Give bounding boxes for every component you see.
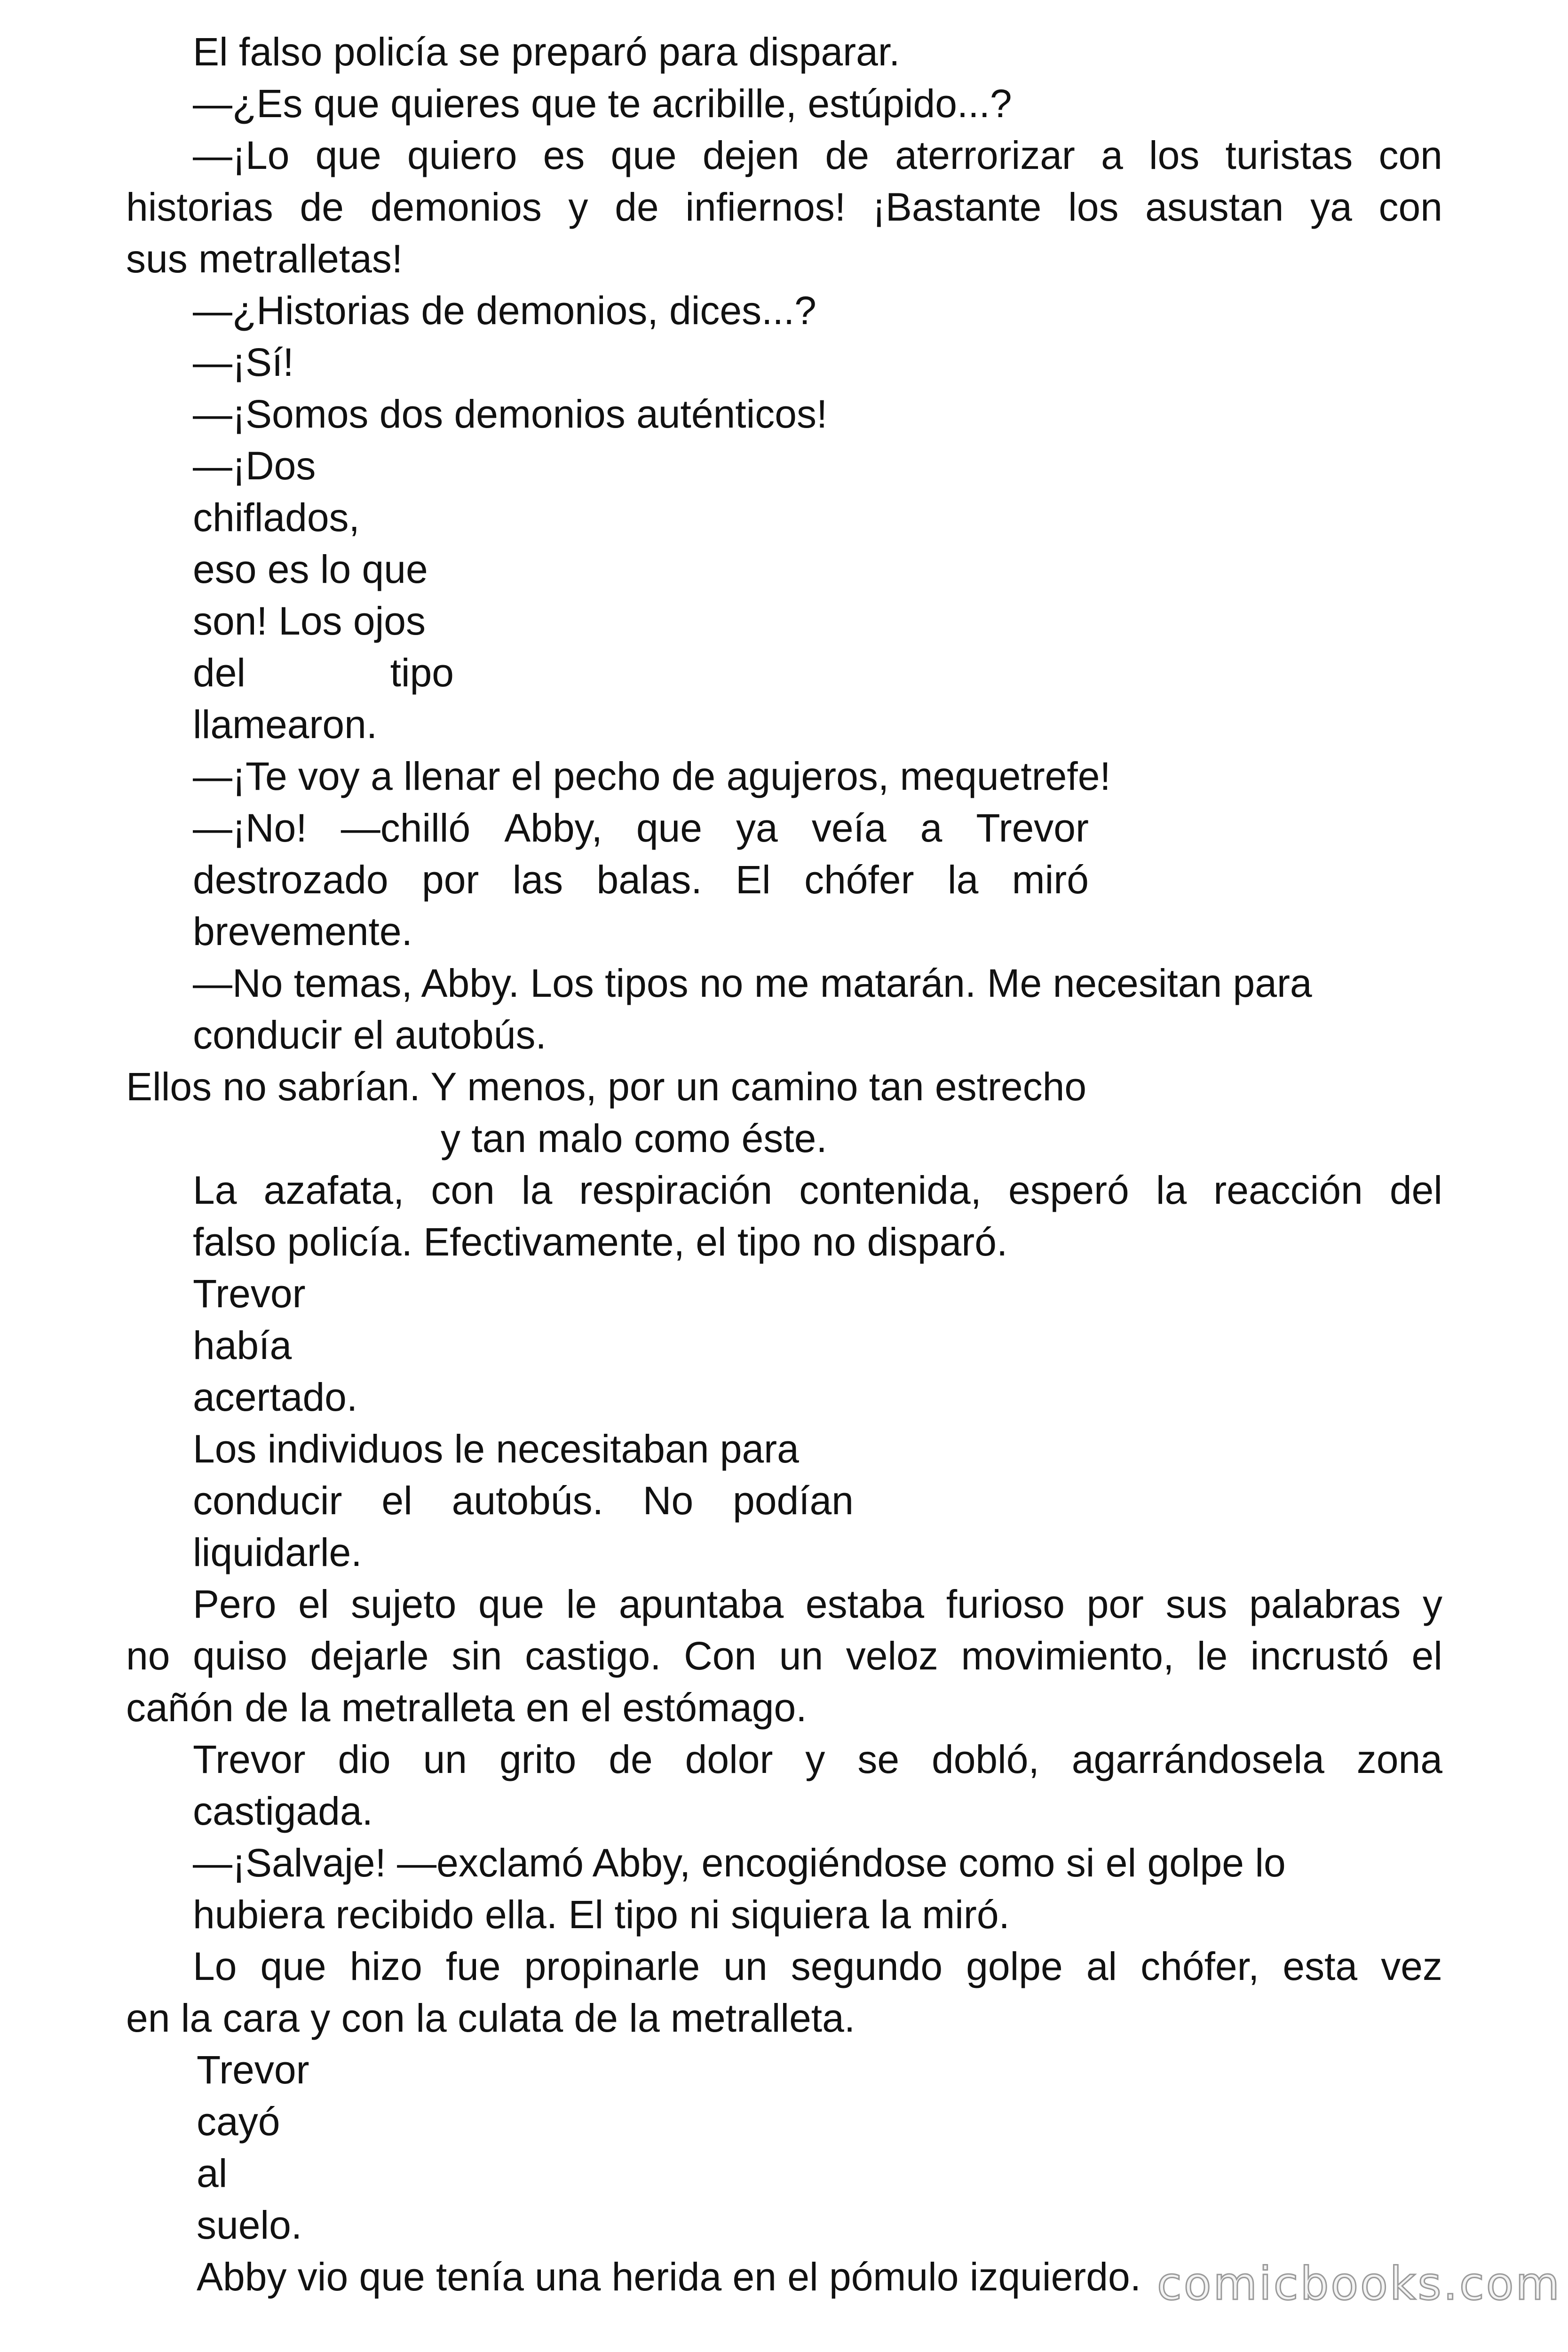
word: de — [615, 185, 659, 229]
text-line — [193, 802, 1089, 854]
text-line — [193, 1578, 1442, 1630]
word: sus — [1165, 1582, 1227, 1626]
word: historias — [126, 185, 273, 229]
word: sujeto — [351, 1582, 457, 1626]
text-line — [193, 1733, 1442, 1785]
word: agarrándosela — [1071, 1737, 1324, 1781]
text-line: eso es lo que — [193, 547, 428, 591]
word: podían — [733, 1478, 854, 1523]
text-line: Ellos no sabrían. Y menos, por un camino tan estrecho — [126, 1065, 1087, 1109]
text-line: —No temas, Abby. Los tipos no me matarán. Me necesitan para — [193, 961, 1312, 1005]
text-line: El falso policía se preparó para disparar. — [193, 30, 900, 74]
word: dolor — [685, 1737, 773, 1781]
word: demonios — [370, 185, 542, 229]
word: que — [636, 806, 702, 850]
word: vez — [1381, 1944, 1442, 1988]
word: dio — [338, 1737, 391, 1781]
word: balas. — [596, 858, 702, 902]
word: del — [1389, 1168, 1442, 1212]
word: es — [543, 133, 585, 177]
word: por — [1086, 1582, 1144, 1626]
text-line: —¡Dos — [193, 444, 316, 488]
word: que — [478, 1582, 545, 1626]
text-line — [126, 181, 1442, 233]
word: de — [300, 185, 344, 229]
text-line: cañón de la metralleta en el estómago. — [126, 1685, 807, 1730]
word: quiero — [407, 133, 517, 177]
word: estaba — [805, 1582, 925, 1626]
word: que — [260, 1944, 326, 1988]
text-line: liquidarle. — [193, 1530, 362, 1574]
text-line: Trevor — [193, 1271, 306, 1316]
word: veía — [811, 806, 887, 850]
word: conducir — [193, 1478, 342, 1523]
word: el — [1411, 1634, 1442, 1678]
text-line — [193, 854, 1089, 906]
word: contenida, — [799, 1168, 982, 1212]
text-line: son! Los ojos — [193, 599, 426, 643]
word: segundo — [791, 1944, 943, 1988]
word: asustan — [1145, 185, 1284, 229]
word: Lo — [193, 1944, 237, 1988]
word: destrozado — [193, 858, 388, 902]
word: miró — [1012, 858, 1089, 902]
word: quiso — [193, 1634, 287, 1678]
word: aterrorizar — [895, 133, 1075, 177]
word: le — [1196, 1634, 1228, 1678]
word: veloz — [846, 1634, 938, 1678]
word: el — [298, 1582, 329, 1626]
word: que — [610, 133, 677, 177]
text-line: había — [193, 1323, 292, 1367]
word: y — [805, 1737, 825, 1781]
word: ¡Bastante — [872, 185, 1042, 229]
text-line: Los individuos le necesitaban para — [193, 1427, 799, 1471]
text-line: hubiera recibido ella. El tipo ni siquiera la miró. — [193, 1892, 1010, 1937]
word: infiernos! — [685, 185, 846, 229]
word: —¡Lo — [193, 133, 290, 177]
word: los — [1068, 185, 1119, 229]
word: incrustó — [1250, 1634, 1389, 1678]
text-line — [126, 1630, 1442, 1682]
word: fue — [445, 1944, 501, 1988]
word: El — [736, 858, 771, 902]
text-line — [193, 129, 1442, 181]
text-line: llamearon. — [193, 702, 378, 747]
word: golpe — [966, 1944, 1063, 1988]
word: furioso — [946, 1582, 1065, 1626]
text-line: —¡Somos dos demonios auténticos! — [193, 392, 828, 436]
word: No — [642, 1478, 694, 1523]
word: por — [421, 858, 479, 902]
word: chófer, — [1140, 1944, 1259, 1988]
word: azafata, — [263, 1168, 404, 1212]
text-line: —¿Historias de demonios, dices...? — [193, 288, 816, 333]
word: turistas — [1225, 133, 1353, 177]
word: dejarle — [310, 1634, 429, 1678]
word: se — [857, 1737, 900, 1781]
word: respiración — [579, 1168, 773, 1212]
word: —chilló — [341, 806, 471, 850]
word: esta — [1283, 1944, 1358, 1988]
word: un — [779, 1634, 824, 1678]
text-line: —¡Te voy a llenar el pecho de agujeros, mequetrefe! — [193, 754, 1111, 798]
word: que — [315, 133, 381, 177]
word: zona — [1356, 1737, 1442, 1781]
word: la — [1156, 1168, 1187, 1212]
word: esperó — [1008, 1168, 1129, 1212]
text-line: Abby vio que tenía una herida en el pómulo izquierdo. — [197, 2255, 1141, 2299]
word: los — [1148, 133, 1200, 177]
word: Abby, — [504, 806, 602, 850]
word: un — [423, 1737, 467, 1781]
watermark-text: comicbooks.com — [1157, 2257, 1562, 2310]
word: Trevor — [976, 806, 1089, 850]
word: con — [1378, 185, 1442, 229]
word: propinarle — [524, 1944, 700, 1988]
word: al — [1086, 1944, 1117, 1988]
word: con — [431, 1168, 495, 1212]
text-line: cayó — [197, 2099, 280, 2144]
word: la — [521, 1168, 553, 1212]
word: a — [920, 806, 942, 850]
word: de — [609, 1737, 653, 1781]
word: y — [568, 185, 588, 229]
word: sin — [451, 1634, 502, 1678]
word: Pero — [193, 1582, 277, 1626]
text-line: en la cara y con la culata de la metralleta. — [126, 1996, 855, 2040]
word: la — [947, 858, 979, 902]
word: Trevor — [193, 1737, 306, 1781]
text-line — [193, 1164, 1442, 1216]
text-line: Trevor — [197, 2048, 309, 2092]
word: apuntaba — [618, 1582, 784, 1626]
word: movimiento, — [961, 1634, 1174, 1678]
word: y — [1422, 1582, 1442, 1626]
word: el — [381, 1478, 412, 1523]
word: chófer — [804, 858, 914, 902]
text-line: conducir el autobús. — [193, 1013, 546, 1057]
word: dejen — [702, 133, 800, 177]
text-line — [193, 1940, 1442, 1992]
word: palabras — [1249, 1582, 1401, 1626]
text-line: acertado. — [193, 1375, 358, 1419]
text-line: castigada. — [193, 1789, 373, 1833]
word: hizo — [349, 1944, 422, 1988]
word: tipo — [390, 651, 454, 695]
text-line: —¿Es que quieres que te acribille, estúpido...? — [193, 81, 1012, 126]
word: La — [193, 1168, 237, 1212]
word: con — [1378, 133, 1442, 177]
text-line: —¡Salvaje! —exclamó Abby, encogiéndose como si el golpe lo — [193, 1841, 1286, 1885]
word: las — [512, 858, 563, 902]
word: ya — [1310, 185, 1352, 229]
word: del — [193, 651, 246, 695]
text-line: —¡Sí! — [193, 340, 294, 384]
word: reacción — [1213, 1168, 1363, 1212]
text-line: suelo. — [197, 2203, 302, 2247]
word: dobló, — [931, 1737, 1039, 1781]
word: —¡No! — [193, 806, 307, 850]
text-line — [193, 647, 454, 699]
word: a — [1101, 133, 1123, 177]
text-line: al — [197, 2151, 228, 2195]
text-line: falso policía. Efectivamente, el tipo no disparó. — [193, 1220, 1008, 1264]
word: de — [825, 133, 869, 177]
text-line: brevemente. — [193, 909, 412, 954]
word: un — [723, 1944, 768, 1988]
word: ya — [736, 806, 778, 850]
word: autobús. — [451, 1478, 603, 1523]
word: castigo. — [525, 1634, 661, 1678]
word: le — [566, 1582, 597, 1626]
text-line: sus metralletas! — [126, 237, 403, 281]
text-line: y tan malo como éste. — [441, 1116, 827, 1160]
word: grito — [499, 1737, 577, 1781]
text-line: chiflados, — [193, 495, 360, 540]
word: Con — [684, 1634, 757, 1678]
word: no — [126, 1634, 170, 1678]
text-line — [193, 1475, 854, 1526]
